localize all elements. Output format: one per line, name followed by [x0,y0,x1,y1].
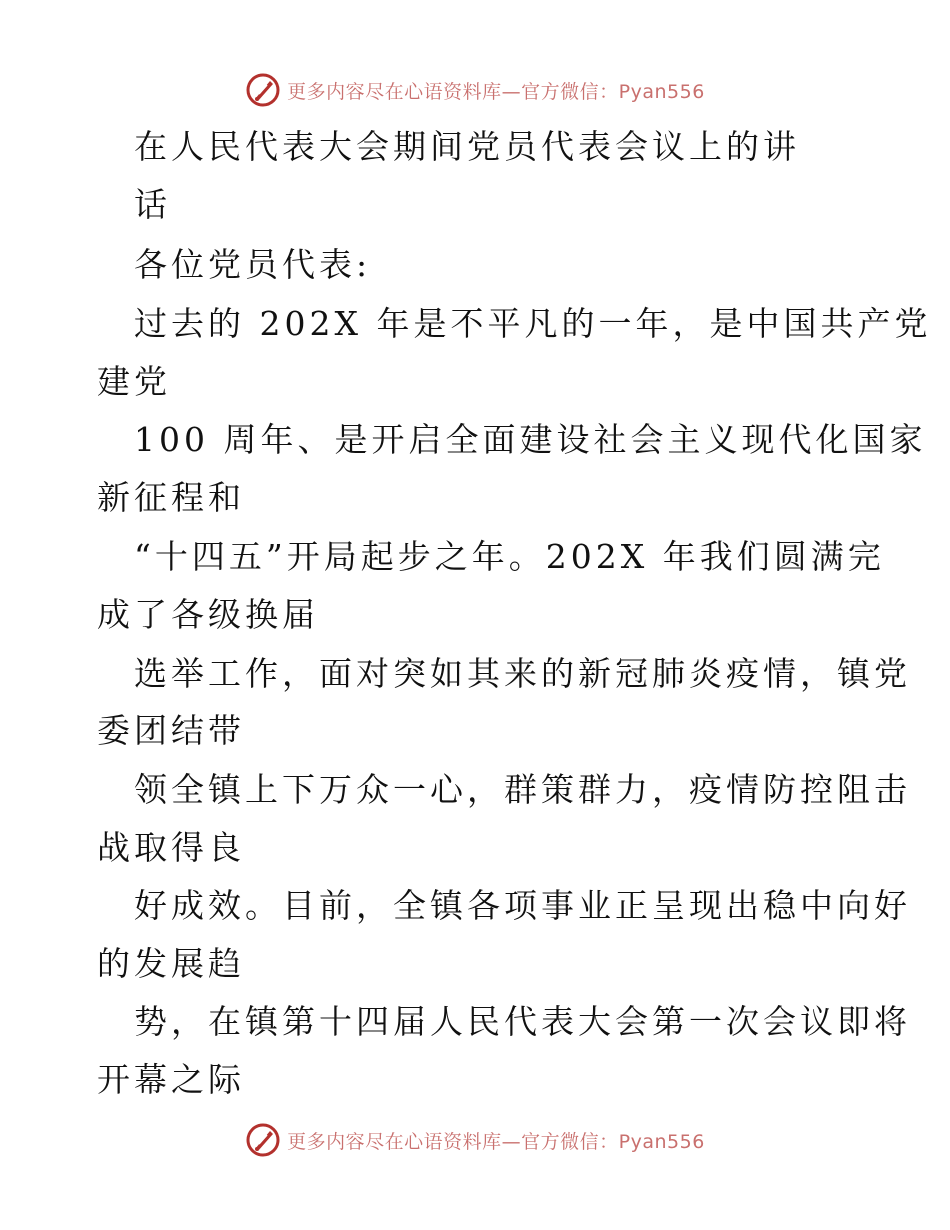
paragraph-line: 好成效。目前，全镇各项事业正呈现出稳中向好 [134,886,911,925]
paragraph-line: 的发展趋 [97,944,245,983]
paragraph-line: 战取得良 [97,828,245,867]
feather-pen-circle-icon [245,1122,281,1158]
paragraph-line: 100 周年、是开启全面建设社会主义现代化国家 [134,420,927,459]
header-watermark [0,70,950,110]
doc-title-line-1: 在人民代表大会期间党员代表会议上的讲 [134,127,800,166]
paragraph-line: 新征程和 [97,478,245,517]
paragraph-line: “十四五”开局起步之年。202X 年我们圆满完 [134,537,885,576]
salutation: 各位党员代表: [134,245,372,284]
paragraph-line: 势，在镇第十四届人民代表大会第一次会议即将 [134,1002,911,1041]
paragraph-line: 成了各级换届 [97,595,319,634]
paragraph-line: 建党 [97,362,171,401]
paragraph-line: 过去的 202X 年是不平凡的一年，是中国共产党 [134,304,932,343]
footer-watermark [0,1120,950,1160]
paragraph-line: 选举工作，面对突如其来的新冠肺炎疫情，镇党 [134,654,911,693]
watermark-text: 更多内容尽在心语资料库—官方微信：Pyan556 [287,1130,705,1153]
paragraph-line: 开幕之际 [97,1060,245,1099]
paragraph-line: 领全镇上下万众一心，群策群力，疫情防控阻击 [134,770,911,809]
feather-pen-circle-icon [245,72,281,108]
paragraph-line: 委团结带 [97,711,245,750]
watermark-text: 更多内容尽在心语资料库—官方微信：Pyan556 [287,80,705,103]
doc-title-line-2: 话 [134,185,171,224]
